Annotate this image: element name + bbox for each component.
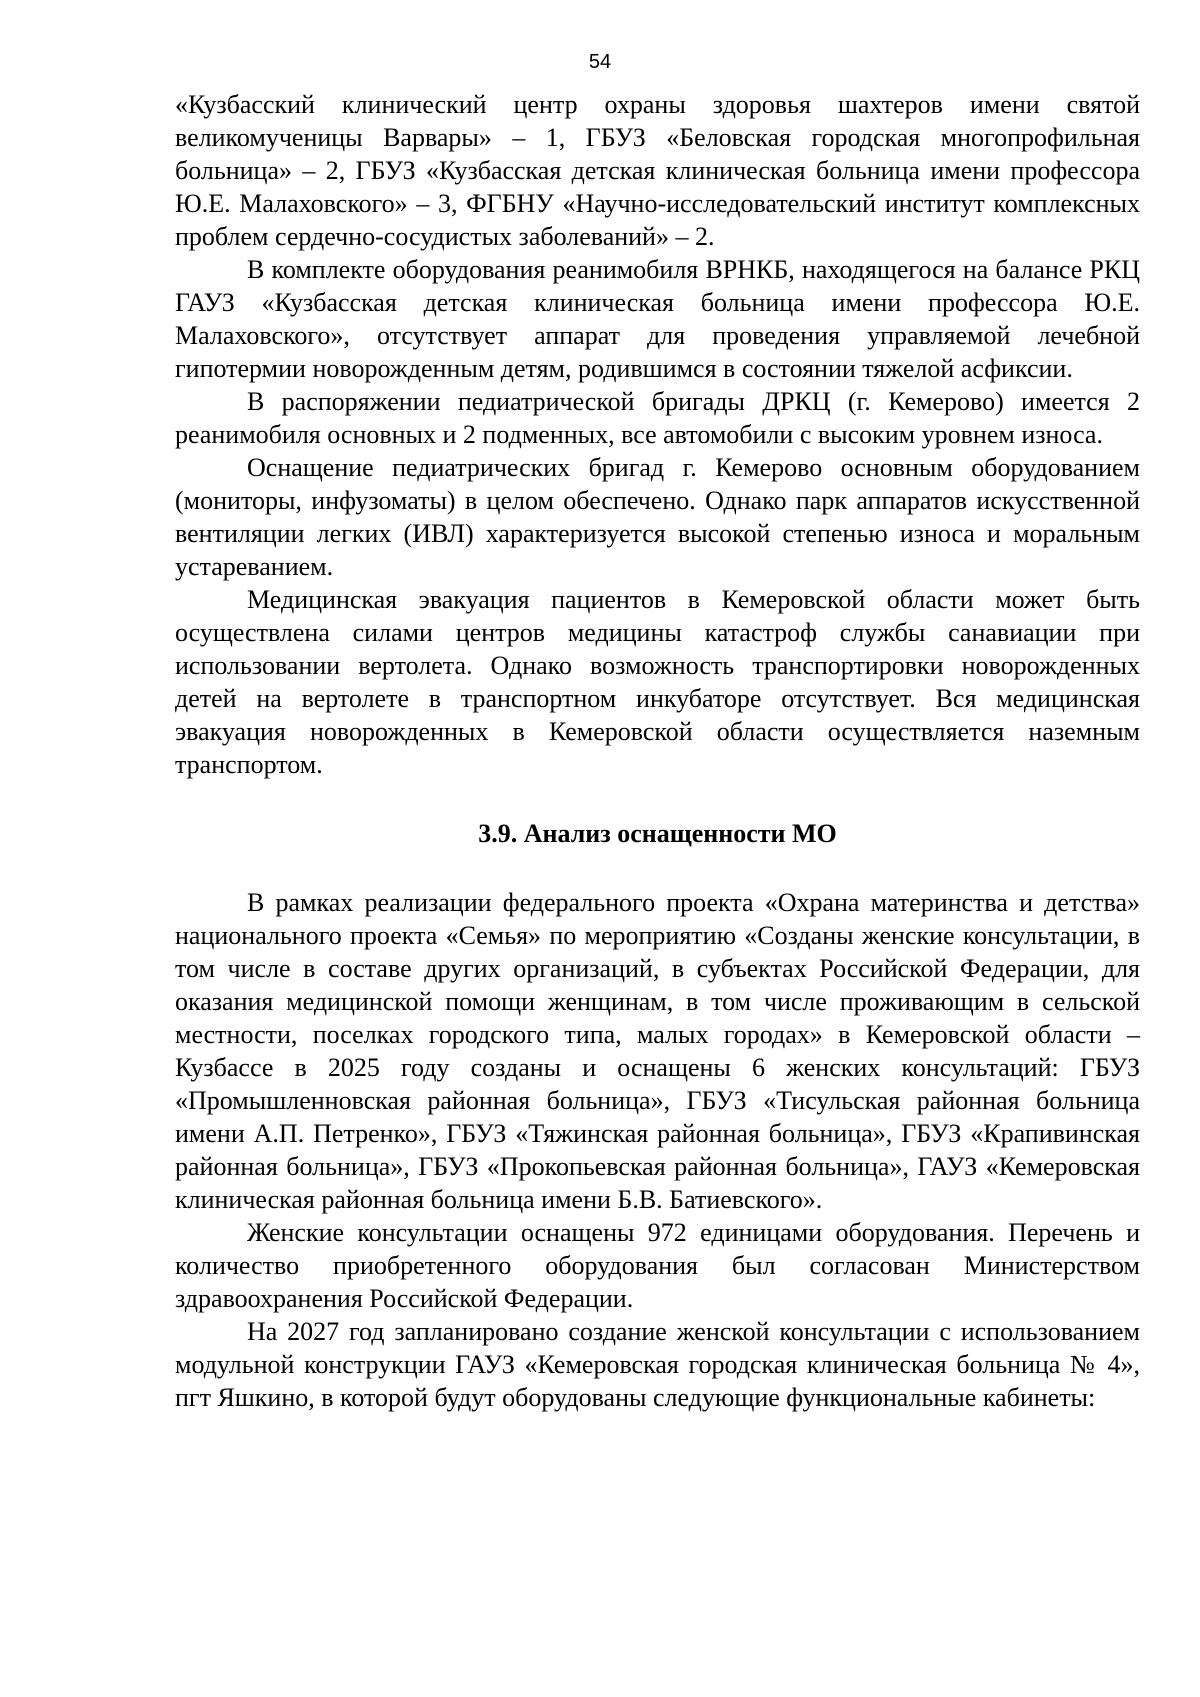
paragraph-continuation: «Кузбасский клинический центр охраны здоровья шахтеров имени святой великомученицы Варвары» – 1, ГБУЗ «Беловская городская многопрофильная больница» – 2, ГБУЗ «Кузбасская детская клиническая больница имени профессора Ю.Е. Малаховского» – 3, ФГБНУ «Научно-исследовательский институт комплексных проблем сердечно-сосудистых заболеваний» – 2. <box>175 90 1140 251</box>
paragraph-medical-evacuation: Медицинская эвакуация пациентов в Кемеровской области может быть осуществлена силами центров медицины катастроф службы санавиации при использовании вертолета. Однако возможность транспортировки новорожденных детей на вертолете в транспортном инкубаторе отсутствует. Вся медицинская эвакуация новорожденных в Кемеровской области осуществляется наземным транспортом. <box>175 585 1140 779</box>
document-body <box>175 88 1140 1414</box>
paragraph-pediatric-team-vehicles: В распоряжении педиатрической бригады ДРКЦ (г. Кемерово) имеется 2 реанимобиля основных и 2 подменных, все автомобили с высоким уровнем износа. <box>175 387 1140 449</box>
paragraph-pediatric-team-equipment: Оснащение педиатрических бригад г. Кемерово основным оборудованием (мониторы, инфузоматы) в целом обеспечено. Однако парк аппаратов искусственной вентиляции легких (ИВЛ) характеризуется высокой степенью износа и моральным устареванием. <box>175 453 1140 581</box>
section-heading: 3.9. Анализ оснащенности МО <box>478 819 837 848</box>
page-number: 54 <box>588 51 612 73</box>
paragraph-federal-project: В рамках реализации федерального проекта «Охрана материнства и детства» национального проекта «Семья» по мероприятию «Созданы женские консультации, в том числе в составе других организаций, в субъектах Российской Федерации, для оказания медицинской помощи женщинам, в том числе проживающим в сельской местности, поселках городского типа, малых городах» в Кемеровской области – Кузбассе в 2025 году созданы и оснащены 6 женских консультаций: ГБУЗ «Промышленновская районная больница», ГБУЗ «Тисульская районная больница имени А.П. Петренко», ГБУЗ «Тяжинская районная больница», ГБУЗ «Крапивинская районная больница», ГБУЗ «Прокопьевская районная больница», ГАУЗ «Кемеровская клиническая районная больница имени Б.В. Батиевского». <box>175 888 1140 1214</box>
paragraph-2027-plan: На 2027 год запланировано создание женской консультации с использованием модульной конструкции ГАУЗ «Кемеровская городская клиническая больница № 4», пгт Яшкино, в которой будут оборудованы следующие функциональные кабинеты: <box>175 1317 1140 1412</box>
paragraph-resuscitation-equipment: В комплекте оборудования реанимобиля ВРНКБ, находящегося на балансе РКЦ ГАУЗ «Кузбасская детская клиническая больница имени профессора Ю.Е. Малаховского», отсутствует аппарат для проведения управляемой лечебной гипотермии новорожденным детям, родившимся в состоянии тяжелой асфиксии. <box>175 255 1140 383</box>
paragraph-equipment-count: Женские консультации оснащены 972 единицами оборудования. Перечень и количество приобретенного оборудования был согласован Министерством здравоохранения Российской Федерации. <box>175 1218 1140 1313</box>
